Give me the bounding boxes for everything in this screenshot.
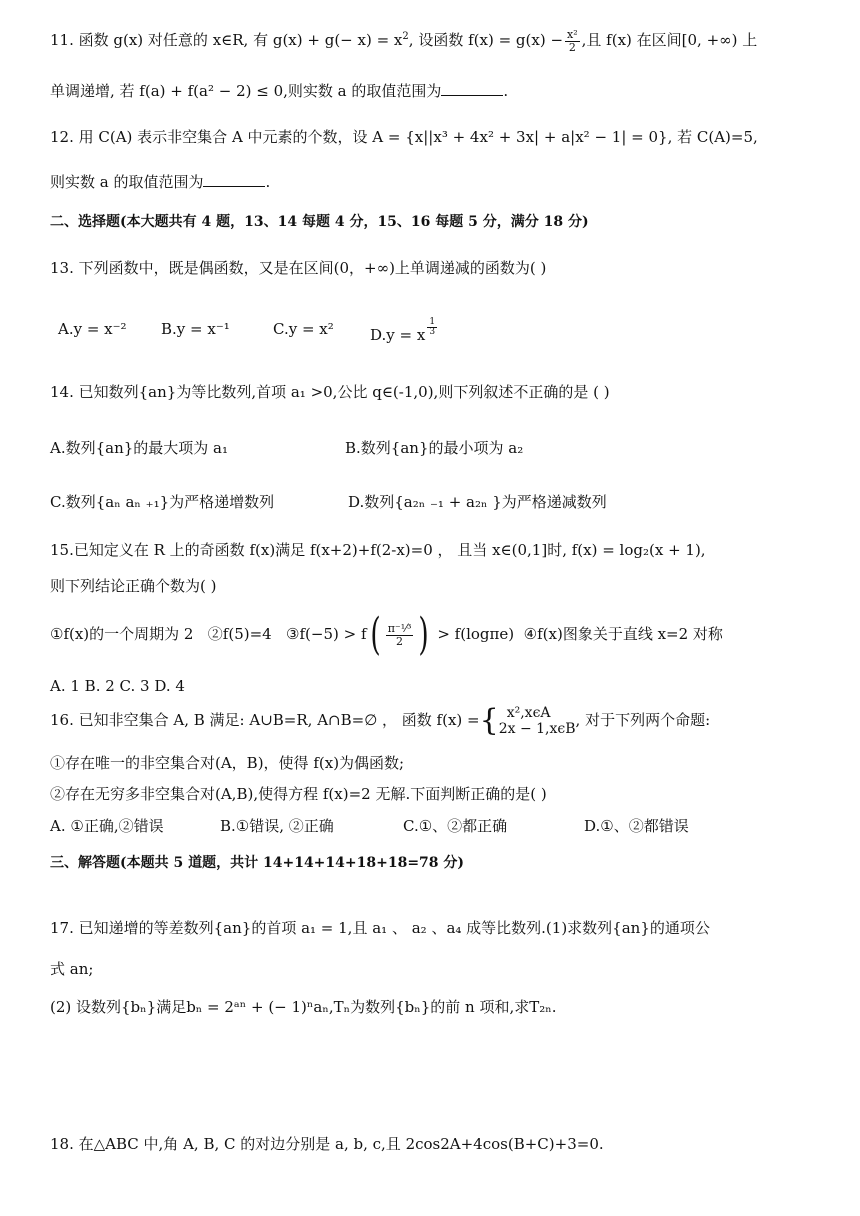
q16-option-a: A. ①正确,②错误 [50,817,164,835]
q14-option-d: D.数列{a₂ₙ ₋₁ + a₂ₙ }为严格递减数列 [348,493,607,511]
q16-prop2: ②存在无穷多非空集合对(A,B),使得方程 f(x)=2 无解.下面判断正确的是( ) [50,785,547,803]
q15-statement-3b: > f(logπe) [437,625,515,643]
q14-option-b: B.数列{an}的最小项为 a₂ [345,439,524,457]
q13-stem: 13. 下列函数中，既是偶函数，又是在区间(0，+∞)上单调递减的函数为( ) [50,259,547,277]
q14-option-c: C.数列{aₙ aₙ ₊₁}为严格递增数列 [50,493,275,511]
q17-line2: 式 an; [50,960,94,978]
q16-stem-a: 16. 已知非空集合 A, B 满足: A∪B=R, A∩B=∅ ， 函数 f(x) = [50,711,480,729]
q12-line1 [50,126,758,148]
q13-option-a: A.y = x⁻² [58,320,127,338]
q12-answer-blank[interactable] [203,172,265,187]
q15-statement-2: ②f(5)=4 [207,625,272,643]
q11-text-b: , 设函数 f(x) = g(x) − [408,31,564,49]
q15-options: A. 1 B. 2 C. 3 D. 4 [50,677,185,695]
q15-statement-4: ④f(x)图象关于直线 x=2 对称 [523,625,723,643]
q11-line2: 单调递增, 若 f(a) + f(a² − 2) ≤ 0,则实数 a 的取值范围为 . [50,82,509,100]
q11-text-a: 11. 函数 g(x) 对任意的 x∈R, 有 g(x) + g(− x) = x [50,31,403,49]
q15-stem-line2: 则下列结论正确个数为( ) [50,577,217,595]
q16-piecewise: x²,xϵA 2x − 1,xϵB [498,705,576,737]
q13-option-b: B.y = x⁻¹ [161,320,230,338]
q11-text-d: 单调递增, 若 f(a) + f(a² − 2) ≤ 0,则实数 a 的取值范围为 [50,82,442,100]
q17-line3: (2) 设数列{bₙ}满足bₙ = 2ᵃⁿ + (− 1)ⁿaₙ,Tₙ为数列{bₙ}的前 n 项和,求T₂ₙ. [50,998,557,1016]
q16-stem [50,702,710,739]
q18-line1: 18. 在△ABC 中,角 A, B, C 的对边分别是 a, b, c,且 2cos2A+4cos(B+C)+3=0. [50,1135,604,1153]
q16-stem-b: , 对于下列两个命题: [575,711,711,729]
q14-stem: 14. 已知数列{an}为等比数列,首项 a₁ >0,公比 q∈(-1,0),则下列叙述不正确的是 ( ) [50,383,610,401]
q16-option-b: B.①错误, ②正确 [220,817,334,835]
q16-option-c: C.①、②都正确 [403,817,508,835]
q17-line1: 17. 已知递增的等差数列{an}的首项 a₁ = 1,且 a₁ 、 a₂ 、a₄ 成等比数列.(1)求数列{an}的通项公 [50,919,710,937]
q11-line1: 11. 函数 g(x) 对任意的 x∈R, 有 $g(x) + g(- x) = x^2$, 设函数 f(x) = g(x) − $\frac{\text{x²}}{2}$ ,且 f(x) 在区间[0, +∞) 上 [50,27,758,54]
q16-brace: { [479,703,499,738]
q12-text-b: 则实数 a 的取值范围为 [50,173,204,191]
q12-text-a: 12. 用 C(A) 表示非空集合 A 中元素的个数，设 A = {x||x³ + 4x² + 3x| + a|x² − 1| = 0}, 若 C(A)=5, [50,128,758,146]
section3-title: 三、解答题(本题共 5 道题，共计 14+14+14+18+18=78 分) [50,855,465,871]
q15-statements: ①f(x)的一个周期为 2 ②f(5)=4 ③f(−5) > f( $\frac{\text{π⁻¹⁄³}}{2}$ ) > f(logπe) ④f(x)图象关于直线 x=2 对称 [50,609,723,660]
q11-text-c: ,且 f(x) 在区间[0, +∞) 上 [581,31,758,49]
q13-option-d: D.y = x $\frac{1}{3}$ [370,317,436,344]
q13-option-c: C.y = x² [273,320,334,338]
q16-prop1: ①存在唯一的非空集合对(A，B)，使得 f(x)为偶函数; [50,754,405,772]
q16-option-d: D.①、②都错误 [584,817,689,835]
q11-answer-blank[interactable] [441,81,503,96]
section2-title: 二、选择题(本大题共有 4 题，13、14 每题 4 分，15、16 每题 5 分，满分 18 分) [50,214,589,230]
q12-line2: 则实数 a 的取值范围为 . [50,173,271,191]
q15-stem-line1: 15.已知定义在 R 上的奇函数 f(x)满足 f(x+2)+f(2-x)=0 ， 且当 x∈(0,1]时, f(x) = log₂(x + 1), [50,541,706,559]
q15-statement-3-fraction: $\frac{\text{π⁻¹⁄³}}{2}$ [387,621,412,648]
q15-statement-1: ①f(x)的一个周期为 2 [50,625,194,643]
q11-fraction: $\frac{\text{x²}}{2}$ [567,27,578,54]
q13-d-exponent: $\frac{1}{3}$ [429,317,436,337]
q14-option-a: A.数列{an}的最大项为 a₁ [50,439,229,457]
q15-statement-3a: ③f(−5) > f [286,625,367,643]
